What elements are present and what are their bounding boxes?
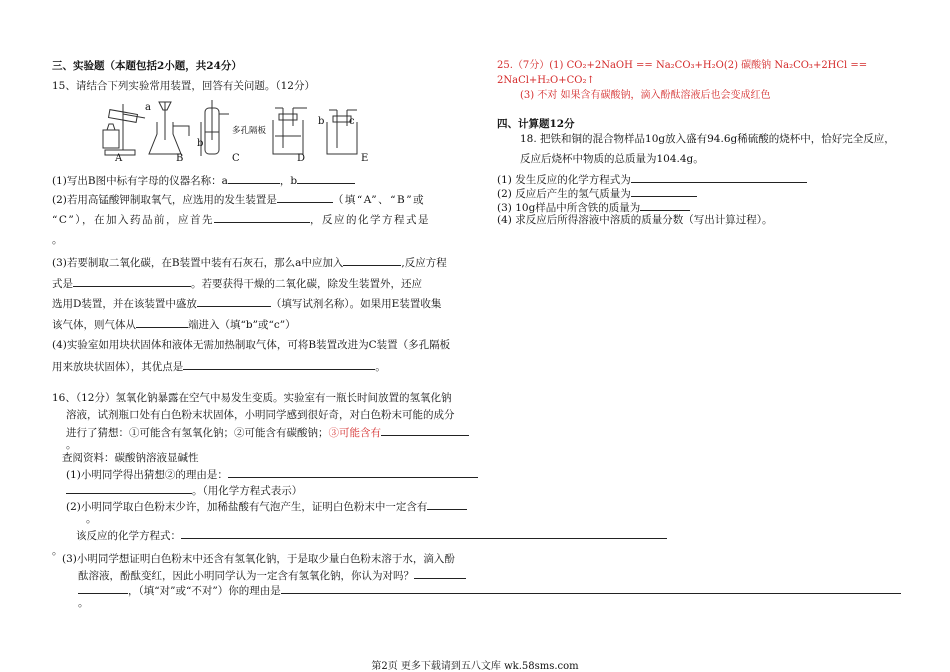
answer-blank[interactable] [381, 424, 469, 436]
answer-blank[interactable] [197, 295, 271, 307]
apparatus-d-drawing [273, 108, 307, 154]
apparatus-c-drawing [201, 100, 229, 156]
answer-blank[interactable] [66, 482, 192, 494]
apparatus-letter-d: D [297, 153, 306, 164]
answer-blank[interactable] [427, 498, 467, 510]
answer-blank[interactable] [214, 211, 310, 223]
answer-blank[interactable] [297, 172, 355, 184]
q16-s1-line2: 。（用化学方程式表示） [66, 482, 302, 498]
answer-blank[interactable] [631, 185, 697, 197]
answer-blank[interactable] [78, 582, 128, 594]
q15-part3-line4: 该气体，则气体从 端进入（填“b”或“c”） [52, 316, 296, 332]
apparatus-letter-a: A [115, 153, 123, 164]
q18-part4: (4) 求反应后所得溶液中溶质的质量分数（写出计算过程）。 [497, 214, 773, 226]
q15-part2-end: 。 [52, 234, 63, 246]
q16-s2-line1: (2)小明同学取白色粉末少许，加稀盐酸有气泡产生，证明白色粉末中一定含有 [66, 498, 467, 514]
q16-line1: 16、（12分）氢氧化钠暴露在空气中易发生变质。实验室有一瓶长时间放置的氢氧化钠 [52, 392, 452, 404]
apparatus-a-drawing [103, 104, 145, 155]
answer-blank[interactable] [136, 316, 188, 328]
q16-line3: 进行了猜想：①可能含有氢氧化钠；②可能含有碳酸钠；③可能含有 [66, 424, 469, 440]
label-b2: b [318, 116, 325, 127]
q15-part3-line3: 选用D装置，并在该装置中盛放 （填写试剂名称）。如果用E装置收集 [52, 295, 441, 311]
q18-stem-line2: 反应后烧杯中物质的总质量为104.4g。 [520, 153, 704, 165]
q16-s3-line2: 酞溶液，酚酞变红，因此小明同学认为一定含有氢氧化钠，你认为对吗？ [78, 567, 466, 583]
section3-title: 三、实验题（本题包括2小题，共24分） [52, 60, 242, 72]
q16-s2-line3: 该反应的化学方程式： [76, 527, 667, 543]
q25-answer-line3: (3) 不对 如果含有碳酸钠，滴入酚酞溶液后也会变成红色 [520, 90, 771, 101]
answer-blank[interactable] [73, 275, 191, 287]
answer-blank[interactable] [277, 191, 333, 203]
answer-blank[interactable] [228, 172, 280, 184]
apparatus-letter-c: C [232, 153, 240, 164]
q18-part1: (1) 发生反应的化学方程式为 [497, 171, 807, 187]
q16-line2: 溶液，试剂瓶口处有白色粉末状固体，小明同学感到很好奇，对白色粉末可能的成分 [66, 409, 455, 421]
q18-part2: (2) 反应后产生的氢气质量为 [497, 185, 697, 201]
q16-line4: 。 [66, 439, 77, 451]
answer-blank[interactable] [181, 527, 667, 539]
answer-blank[interactable] [228, 466, 478, 478]
answer-blank[interactable] [183, 358, 375, 370]
answer-blank[interactable] [631, 171, 807, 183]
q16-s2-end: 。 [52, 545, 63, 557]
q15-part2-line2: “C”），在加入药品前，应首先 ，反应的化学方程式是 [52, 211, 430, 227]
apparatus-b-drawing [149, 102, 189, 154]
label-b: b [197, 138, 204, 149]
q16-s3-line3: ，（填“对”或“不对”）你的理由是 [78, 582, 901, 598]
page-footer: 第2页 更多下载请到五八文库 wk.58sms.com [371, 661, 579, 672]
label-c: c [349, 116, 355, 127]
q25-answer-line1: 25.（7分）(1) CO₂+2NaOH == Na₂CO₃+H₂O(2) 碳酸钠 Na₂CO₃+2HCl == [497, 60, 868, 71]
q15-part1: (1)写出B图中标有字母的仪器名称：a ，b [52, 172, 355, 188]
q16-s2-line2: 。 [86, 513, 97, 525]
section4-title: 四、计算题12分 [497, 118, 575, 130]
q16-info: 查阅资料：碳酸钠溶液显碱性 [62, 452, 199, 464]
q15-part3-line1: (3)若要制取二氧化碳，在B装置中装有石灰石，那么a中应加入 ,反应方程 [52, 254, 447, 270]
q15-stem: 15、请结合下列实验常用装置，回答有关问题。（12分） [52, 80, 315, 92]
answer-blank[interactable] [414, 567, 466, 579]
label-a: a [145, 102, 151, 113]
q15-part3-line2: 式是 。若要获得干燥的二氧化碳，除发生装置外，还应 [52, 275, 422, 291]
label-partition: 多孔隔板 [232, 126, 267, 136]
apparatus-letter-e: E [361, 153, 369, 164]
q15-part2-line1: (2)若用高锰酸钾制取氧气，应选用的发生装置是 （填“A”、“B”或 [52, 191, 425, 207]
q16-s1-line1: (1)小明同学得出猜想②的理由是： [66, 466, 478, 482]
q25-answer-line2: 2NaCl+H₂O+CO₂↑ [497, 75, 595, 86]
q16-s3-end: 。 [78, 597, 89, 609]
q15-part4-line2: 用来放块状固体），其优点是 。 [52, 358, 386, 374]
q18-part3: (3) 10g样品中所含铁的质量为 [497, 199, 690, 215]
answer-blank[interactable] [281, 582, 901, 594]
apparatus-letter-b: B [176, 153, 184, 164]
q16-s3-line1: (3)小明同学想证明白色粉末中还含有氢氧化钠，于是取少量白色粉末溶于水，滴入酚 [62, 553, 455, 565]
answer-blank[interactable] [640, 199, 690, 211]
q15-part4-line1: (4)实验室如用块状固体和液体无需加热制取气体，可将B装置改进为C装置（多孔隔板 [52, 339, 451, 351]
q18-stem-line1: 18. 把铁和铜的混合物样品10g放入盛有94.6g稀硫酸的烧杯中，恰好完全反应， [520, 133, 895, 145]
answer-blank[interactable] [343, 254, 401, 266]
